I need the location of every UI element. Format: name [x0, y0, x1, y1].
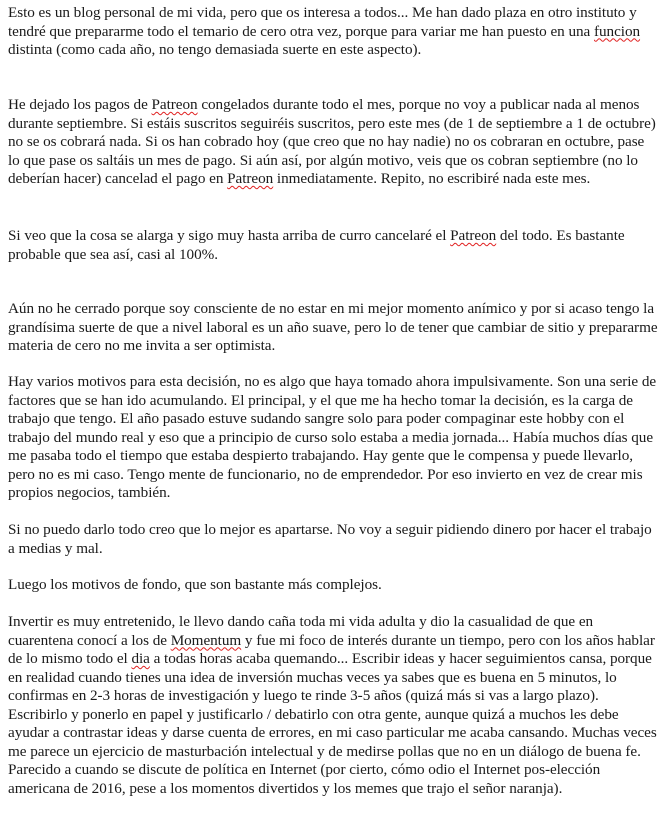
text-run: Si veo que la cosa se alarga y sigo muy hasta arriba de curro cancelaré el — [8, 227, 451, 244]
misspelled-word: Patreon — [151, 96, 198, 113]
paragraph-reasons — [8, 373, 658, 503]
text-run: del todo. Es bastante probable que sea así, casi al 100%. — [8, 227, 625, 263]
misspelled-word: Patreon — [450, 227, 497, 244]
text-run: Hay varios motivos para esta decisión, no es algo que haya tomado ahora impulsivamente. Son una serie de factores que se han ido acumulando. El principal, y el que me ha hecho tomar la decisión, es la carga de trabajo que tengo. El año pasado estuve sudando sangre solo para poder compaginar este hobby con el trabajo del mundo real y eso que a principio de curso solo estaba a media jornada... Había muchos días que me pasaba todo el tiempo que estaba despierto trabajando. Hay gente que le compensa y puede llevarlo, pero no es mi caso. Tengo mente de funcionario, no de emprendedor. Por eso invierto en vez de crear mis propios negocios, también. — [8, 373, 657, 501]
paragraph-step-aside — [8, 521, 658, 558]
text-run: Si no puedo darlo todo creo que lo mejor es apartarse. No voy a seguir pidiendo dinero por hacer el trabajo a medias y mal. — [8, 521, 652, 557]
paragraph-not-closed — [8, 300, 658, 356]
misspelled-word: funcion — [593, 22, 641, 40]
text-run: Luego los motivos de fondo, que son bastante más complejos. — [8, 576, 382, 593]
paragraph-patreon-paused — [8, 96, 658, 189]
misspelled-word: Patreon — [227, 170, 274, 187]
text-run: a todas horas acaba quemando... Escribir ideas y hacer seguimientos cansa, porque en realidad cuando tienes una idea de inversión muchas veces ya sabes que es buena en 5 minutos, lo confirmas en 2-3 horas de investigación y luego te rinde 3-5 años (quizá más si vas a largo plazo). Escribirlo y ponerlo en papel y justificarlo / debatirlo con otra gente, aunque quizá a muchos les debe ayudar a contrastar ideas y darse cuenta de errores, en mi caso particular me acaba cansando. Muchas veces me parece un ejercicio de masturbación intelectual y de medirse pollas que no en un diálogo de buena fe. Parecido a cuando se discute de política en Internet (por cierto, cómo odio el Internet pos-elección americana de 2016, pese a los momentos divertidos y los memes que trajo el señor naranja). — [8, 650, 657, 797]
text-run: distinta (como cada año, no tengo demasiada suerte en este aspecto). — [8, 41, 422, 58]
paragraph-deeper-reasons — [8, 576, 658, 595]
paragraph-patreon-cancel — [8, 227, 658, 264]
text-run: Invertir es muy entretenido, le llevo dando caña toda mi vida adulta y dio la casualidad de que en cuarentena conocí a los de — [8, 613, 594, 649]
text-run: Aún no he cerrado porque soy consciente de no estar en mi mejor momento anímico y por si acaso tengo la grandísima suerte de que a nivel laboral es un año suave, pero lo de tener que cambiar de sitio y prepararme materia de cero no me invita a ser optimista. — [8, 300, 658, 354]
paragraph-investing — [8, 613, 658, 798]
misspelled-word: Momentum — [170, 631, 242, 649]
text-run: He dejado los pagos de — [8, 96, 152, 113]
paragraph-intro — [8, 4, 658, 60]
text-run: congelados durante todo el mes, porque no voy a publicar nada al menos durante septiembre. Si estáis suscritos seguiréis suscritos, pero este mes (de 1 de septiembre a 1 de octubre) no se os cobrará nada. Si os han cobrado hoy (que creo que no hay nadie) no os cobraran en octubre, pase lo que pase os saltáis un mes de pago. Si aún así, por algún motivo, veis que os cobran septiembre (no lo deberían hacer) cancelad el pago en — [8, 96, 656, 187]
text-run: Esto es un blog personal de mi vida, pero que os interesa a todos... Me han dado plaza en otro instituto y tendré que prepararme todo el temario de cero otra vez, porque para variar me han puesto en una — [8, 4, 637, 40]
text-run: inmediatamente. Repito, no escribiré nada este mes. — [273, 170, 591, 187]
misspelled-word: dia — [131, 650, 150, 667]
text-run: y fue mi foco de interés durante un tiempo, pero con los años hablar de lo mismo todo el — [8, 631, 655, 667]
